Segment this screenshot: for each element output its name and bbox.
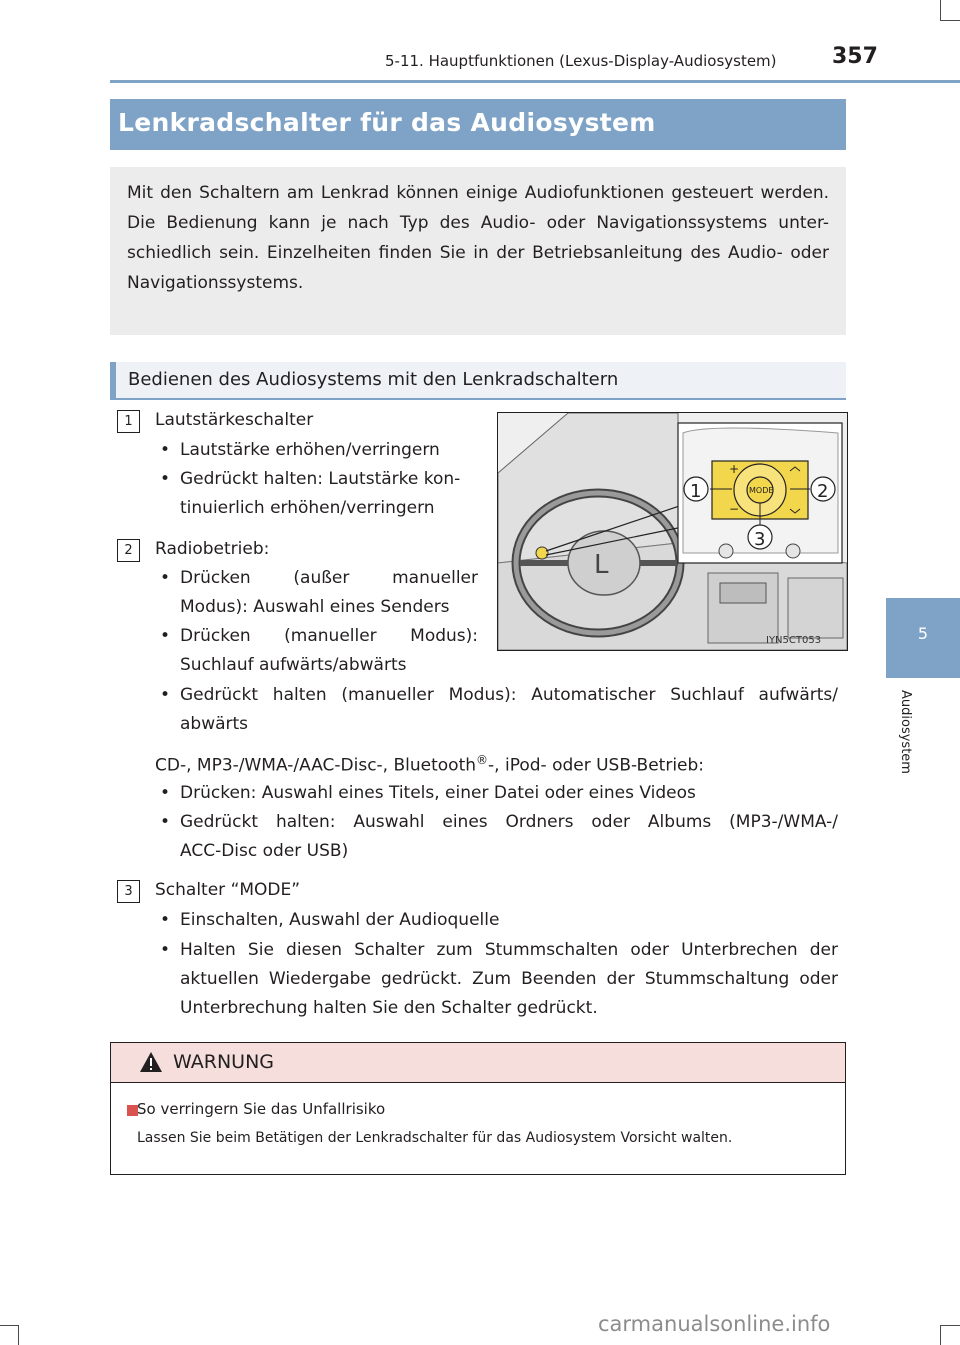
item-2-cd-heading <box>155 753 704 776</box>
warning-box <box>110 1042 846 1175</box>
item-number-2: 2 <box>117 539 140 562</box>
item-2-bullet-2-line-2: Suchlauf aufwärts/abwärts <box>180 655 407 675</box>
warning-body: Lassen Sie beim Betätigen der Lenkradschalter für das Audiosystem Vorsicht walten. <box>137 1130 733 1146</box>
figure-code: IYN5CT053 <box>766 635 822 646</box>
item-3-title: Schalter “MODE” <box>155 880 301 900</box>
item-1-bullet-2-line-2: tinuierlich erhöhen/verringern <box>180 498 435 518</box>
crop-mark <box>940 0 941 20</box>
subheading-accent <box>110 362 116 398</box>
chapter-label <box>895 690 915 800</box>
item-2-title: Radiobetrieb: <box>155 539 270 559</box>
steering-wheel-drawing <box>498 413 847 650</box>
bullet-dot: • <box>160 440 171 460</box>
item-3-bullet-2-line-2: aktuellen Wiedergabe gedrückt. Zum Beenden der Stummschaltung oder <box>180 969 838 989</box>
subheading-bar <box>110 362 846 400</box>
chapter-tab: 5 <box>886 598 960 678</box>
bullet-dot: • <box>160 469 171 489</box>
svg-text:L: L <box>594 550 609 580</box>
cd-heading-post: -, iPod- oder USB-Betrieb: <box>488 755 705 776</box>
warning-title: So verringern Sie das Unfallrisiko <box>137 1100 386 1118</box>
crop-mark <box>0 1325 18 1326</box>
bullet-dot: • <box>160 626 171 646</box>
bullet-dot: • <box>160 568 171 588</box>
crop-mark <box>940 1325 960 1326</box>
header-rule <box>110 80 960 83</box>
subheading: Bedienen des Audiosystems mit den Lenkradschaltern <box>128 369 619 390</box>
bullet-dot: • <box>160 685 171 705</box>
item-2-bullet-5-line-1: Gedrückt halten: Auswahl eines Ordners oder Albums (MP3-/WMA-/ <box>180 812 838 832</box>
item-2-bullet-1-line-1: Drücken (außer manueller <box>180 568 478 588</box>
item-2-bullet-2-line-1: Drücken (manueller Modus): <box>180 626 478 646</box>
bullet-dot: • <box>160 910 171 930</box>
section-title-bar <box>110 99 846 150</box>
callout-2: 2 <box>817 481 829 502</box>
item-number-1: 1 <box>117 410 140 433</box>
bullet-dot: • <box>160 940 171 960</box>
page-number: 357 <box>832 44 878 69</box>
item-3-bullet-2-line-3: Unterbrechung halten Sie den Schalter gedrückt. <box>180 998 598 1018</box>
item-1-bullet-2-line-1: Gedrückt halten: Lautstärke kon- <box>180 469 461 489</box>
item-1-title: Lautstärkeschalter <box>155 410 314 430</box>
page-title: Lenkradschalter für das Audiosystem <box>118 108 656 137</box>
item-3-bullet-1: Einschalten, Auswahl der Audioquelle <box>180 910 500 930</box>
item-2-bullet-1-line-2: Modus): Auswahl eines Senders <box>180 597 450 617</box>
registered-mark: ® <box>476 753 489 767</box>
plus-label: + <box>729 462 740 476</box>
item-3-bullet-2-line-1: Halten Sie diesen Schalter zum Stummschalten oder Unterbrechen der <box>180 940 838 960</box>
item-number-3: 3 <box>117 880 140 903</box>
callout-1: 1 <box>690 481 702 502</box>
watermark: carmanualsonline.info <box>598 1312 831 1336</box>
crop-mark <box>940 1325 941 1345</box>
item-2-bullet-4: Drücken: Auswahl eines Titels, einer Datei oder eines Videos <box>180 783 696 803</box>
warning-triangle-icon <box>139 1051 163 1073</box>
warning-header <box>111 1043 845 1083</box>
header-section-title: 5-11. Hauptfunktionen (Lexus-Display-Audiosystem) <box>385 52 777 70</box>
crop-mark <box>18 1325 19 1345</box>
mode-label: MODE <box>749 486 774 495</box>
callout-3: 3 <box>754 529 766 550</box>
intro-box <box>110 167 846 335</box>
chapter-label-text: Audiosystem <box>898 690 913 774</box>
warning-label: WARNUNG <box>173 1051 275 1073</box>
intro-text: Mit den Schaltern am Lenkrad können einige Audiofunktionen gesteuert werden. Die Bedienung kann je nach Typ des Audio- oder Navigationssystems unter-schiedlich sein. Einzelheiten finden Sie in der Betriebsanleitung des Audio- oder Navigationssystems. <box>127 183 829 293</box>
minus-label: − <box>729 502 740 516</box>
item-2-bullet-3-line-1: Gedrückt halten (manueller Modus): Automatischer Suchlauf aufwärts/ <box>180 685 838 705</box>
item-2-bullet-3-line-2: abwärts <box>180 714 249 734</box>
item-1-bullet-1: Lautstärke erhöhen/verringern <box>180 440 440 460</box>
bullet-dot: • <box>160 783 171 803</box>
bullet-dot: • <box>160 812 171 832</box>
crop-mark <box>940 20 960 21</box>
item-2-bullet-5-line-2: ACC-Disc oder USB) <box>180 841 349 861</box>
cd-heading-pre: CD-, MP3-/WMA-/AAC-Disc-, Bluetooth <box>155 755 477 776</box>
steering-wheel-illustration <box>497 412 848 651</box>
